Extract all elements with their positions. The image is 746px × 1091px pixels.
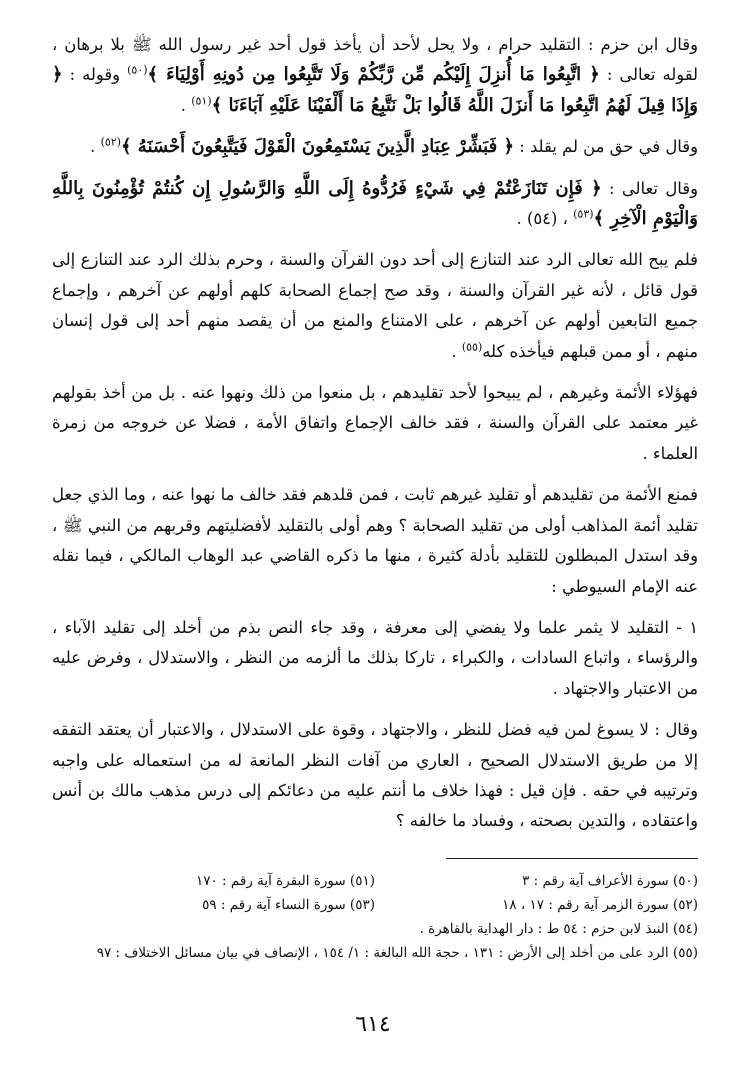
footnote-52: (٥٢) سورة الزمر آية رقم : ١٧ ، ١٨ xyxy=(502,896,698,913)
paragraph-text: ١ - التقليد لا يثمر علما ولا يفضي إلى معرفة ، وقد جاء النص بذم من أخلد إلى تقليد الآباء ، والرؤساء ، واتباع السادات ، والكبراء ، تاركا بذلك ما ألزمه من النظر ، والاستدلال ، وفرض عليه من الاعتبار والاجتهاد . xyxy=(52,617,698,698)
footnote-54: (٥٤) النبذ لابن حزم : ٥٤ ط : دار الهداية بالقاهرة . xyxy=(419,920,698,937)
footnote-row xyxy=(52,893,698,917)
footnote-50: (٥٠) سورة الأعراف آية رقم : ٣ xyxy=(522,872,698,889)
page-number: ٦١٤ xyxy=(355,1012,391,1037)
footnote-ref: (٥٣) xyxy=(573,207,594,221)
footnote-row xyxy=(52,869,698,893)
paragraph-reasoning xyxy=(52,715,698,837)
paragraph-text: وقال ابن حزم : التقليد حرام ، ولا يحل لأحد أن يأخذ قول أحد غير رسول الله ﷺ بلا برهان ، لقوله تعالى : xyxy=(52,35,698,85)
footnote-55: (٥٥) الرد على من أخلد إلى الأرض : ١٣١ ، حجة الله البالغة : ١/ ١٥٤ ، الإنصاف في بيان مسائل الاختلاف : ٩٧ xyxy=(96,944,698,961)
footnotes xyxy=(52,869,698,965)
paragraph-ibn-hazm: وقال ابن حزم : التقليد حرام ، ولا يحل لأحد أن يأخذ قول أحد غير رسول الله ﷺ بلا برهان ، لقوله تعالى : ﴿ اتَّبِعُوا مَا أُنزِلَ إِلَيْكُم مِّن رَّبِّكُمْ وَلَا تَتَّبِعُوا مِن دُونِهِ أَوْلِيَاءَ ﴾$^{(٥٠)}$ وقوله : ﴿ وَإِذَا قِيلَ لَهُمُ اتَّبِعُوا مَا أَنزَلَ اللَّهُ قَالُوا بَلْ نَتَّبِعُ مَا أَلْفَيْنَا عَلَيْهِ آبَاءَنَا ﴾$^{(٥١)}$ . xyxy=(52,35,698,116)
footnote-ref: (٥٢) xyxy=(100,135,121,149)
paragraph-text: وقال : لا يسوغ لمن فيه فضل للنظر ، والاجتهاد ، وقوة على الاستدلال ، والاعتبار أن يعتقد التفقه إلا من طريق الاستدلال الصحيح ، العاري من آفات النظر المانعة له من استعماله على واجبه وترتيبه في حقه . فإن قيل : فهذا خلاف ما أنتم عليه من دعائكم إلى درس مذهب مالك بن أنس واعتقاده ، والتدين بصحته ، وفساد ما خالفه ؟ xyxy=(52,720,698,831)
footnote-separator-wrap xyxy=(52,848,698,869)
paragraph-text: فمنع الأئمة من تقليدهم أو تقليد غيرهم ثابت ، فمن قلدهم فقد خالف ما نهوا عنه ، وما الذي جعل تقليد أئمة المذاهب أولى من تقليد الصحابة ؟ وهم أولى بالتقليد لأفضليتهم وقربهم من النبي ﷺ ، وقد استدل المبطلون للتقليد بأدلة كثيرة ، منها ما ذكره القاضي عبد الوهاب المالكي ، فيما نقله عنه الإمام السيوطي : xyxy=(52,485,698,596)
footnote-51: (٥١) سورة البقرة آية رقم : ١٧٠ xyxy=(196,872,375,889)
footnote-ref: (٥٠) xyxy=(127,63,148,77)
paragraph-text: فلم يبح الله تعالى الرد عند التنازع إلى أحد دون القرآن والسنة ، وحرم بذلك الرد عند التنازع إلى قول قائل ، لأنه غير القرآن والسنة ، وقد صح إجماع الصحابة كلهم أولهم عن آخرهم ، وإجماع جميع التابعين أولهم عن آخرهم ، على الامتناع والمنع من أن يقصد منهم أحد إلى قول إنسان منهم ، أو ممن قبلهم فيأخذه كله xyxy=(52,250,698,361)
paragraph-prohibition xyxy=(52,480,698,602)
quran-verse: ﴿ فَإِن تَنَازَعْتُمْ فِي شَيْءٍ فَرُدُّوهُ إِلَى اللَّهِ وَالرَّسُولِ إِن كُنتُمْ تُؤْمِنُونَ بِاللَّهِ وَالْيَوْمِ الْآخِرِ ﴾ xyxy=(52,177,698,230)
paragraph-text: فهؤلاء الأئمة وغيرهم ، لم يبيحوا لأحد تقليدهم ، بل منعوا من ذلك ونهوا عنه . بل من أخذ بقولهم غير معتمد على القرآن والسنة ، فقد خالف الإجماع واتفاق الأمة ، فضلا عن خروجه من زمرة العلماء . xyxy=(52,383,698,463)
paragraph-text: وقال تعالى : xyxy=(608,178,698,198)
paragraph-text: وقال في حق من لم يقلد : xyxy=(519,137,698,157)
footnote-53: (٥٣) سورة النساء آية رقم : ٥٩ xyxy=(202,896,375,913)
quran-verse: ﴿ اتَّبِعُوا مَا أُنزِلَ إِلَيْكُم مِّن رَّبِّكُمْ وَلَا تَتَّبِعُوا مِن دُونِهِ أَوْلِيَاءَ ﴾ xyxy=(147,64,600,86)
paragraph-dispute: وقال تعالى : ﴿ فَإِن تَنَازَعْتُمْ فِي شَيْءٍ فَرُدُّوهُ إِلَى اللَّهِ وَالرَّسُولِ إِن كُنتُمْ تُؤْمِنُونَ بِاللَّهِ وَالْيَوْمِ الْآخِرِ ﴾$^{(٥٣)}$ ، (٥٤) . xyxy=(52,177,698,230)
quran-verse: ﴿ فَبَشِّرْ عِبَادِ الَّذِينَ يَسْتَمِعُونَ الْقَوْلَ فَيَتَّبِعُونَ أَحْسَنَهُ ﴾ xyxy=(120,136,514,158)
paragraph-point-one xyxy=(52,613,698,704)
quran-verse: ﴿ وَإِذَا قِيلَ لَهُمُ اتَّبِعُوا مَا أَنزَلَ اللَّهُ قَالُوا بَلْ نَتَّبِعُ مَا أَلْفَيْنَا عَلَيْهِ آبَاءَنَا ﴾ xyxy=(52,64,698,116)
paragraph-non-imitation: وقال في حق من لم يقلد : ﴿ فَبَشِّرْ عِبَادِ الَّذِينَ يَسْتَمِعُونَ الْقَوْلَ فَيَتَّبِعُونَ أَحْسَنَهُ ﴾$^{(٥٢)}$ . xyxy=(90,135,698,158)
footnote-separator xyxy=(446,858,698,859)
paragraph-consensus: فلم يبح الله تعالى الرد عند التنازع إلى أحد دون القرآن والسنة ، وحرم بذلك الرد عند التنازع إلى قول قائل ، لأنه غير القرآن والسنة ، وقد صح إجماع الصحابة كلهم أولهم عن آخرهم ، وإجماع جميع التابعين أولهم عن آخرهم ، على الامتناع والمنع من أن يقصد منهم أحد إلى قول إنسان منهم ، أو ممن قبلهم فيأخذه كله$^{(٥٥)}$ . xyxy=(52,250,698,361)
footnote-ref: ، (٥٤) xyxy=(526,209,568,229)
footnote-ref: (٥١) xyxy=(191,94,212,108)
paragraph-imams xyxy=(52,378,698,469)
footnote-ref: (٥٥) xyxy=(461,340,483,354)
paragraph-text: وقوله : xyxy=(69,65,121,85)
